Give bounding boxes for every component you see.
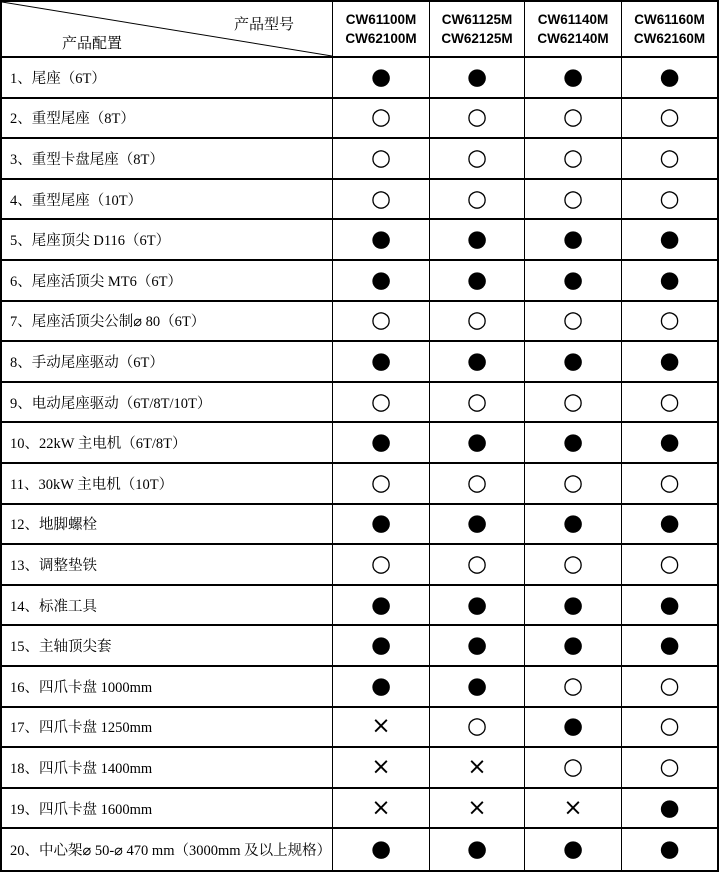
- corner-label-product-configuration: 产品配置: [62, 36, 123, 52]
- cell-symbol: ○: [622, 383, 717, 424]
- cell-symbol: ●: [430, 261, 525, 302]
- cell-symbol: ○: [622, 748, 717, 789]
- row-label: 13、调整垫铁: [2, 545, 333, 586]
- row-label: 8、手动尾座驱动（6T）: [2, 342, 333, 383]
- row-label: 3、重型卡盘尾座（8T）: [2, 139, 333, 180]
- cell-symbol: ●: [622, 220, 717, 261]
- row-label: 1、尾座（6T）: [2, 58, 333, 99]
- cell-symbol: ×: [430, 789, 525, 830]
- row-label: 12、地脚螺栓: [2, 505, 333, 546]
- cell-symbol: ●: [430, 667, 525, 708]
- cell-symbol: ×: [333, 748, 430, 789]
- corner-label-product-model: 产品型号: [233, 17, 294, 33]
- cell-symbol: ○: [622, 302, 717, 343]
- cell-symbol: ●: [525, 505, 622, 546]
- cell-symbol: ●: [333, 423, 430, 464]
- cell-symbol: ●: [622, 261, 717, 302]
- cell-symbol: ○: [430, 464, 525, 505]
- row-label: 20、中心架⌀ 50-⌀ 470 mm（3000mm 及以上规格）: [2, 829, 333, 870]
- cell-symbol: ○: [525, 180, 622, 221]
- cell-symbol: ○: [333, 302, 430, 343]
- cell-symbol: ●: [430, 626, 525, 667]
- column-header-model-4: [622, 2, 717, 58]
- cell-symbol: ●: [333, 586, 430, 627]
- cell-symbol: ●: [333, 667, 430, 708]
- cell-symbol: ○: [333, 464, 430, 505]
- cell-symbol: ○: [525, 302, 622, 343]
- cell-symbol: ○: [525, 667, 622, 708]
- model-name: CW61125M: [441, 12, 513, 27]
- cell-symbol: ○: [333, 139, 430, 180]
- cell-symbol: ●: [622, 586, 717, 627]
- row-label: 11、30kW 主电机（10T）: [2, 464, 333, 505]
- row-label: 16、四爪卡盘 1000mm: [2, 667, 333, 708]
- cell-symbol: ○: [430, 545, 525, 586]
- cell-symbol: ○: [430, 180, 525, 221]
- cell-symbol: ○: [333, 180, 430, 221]
- cell-symbol: ○: [333, 99, 430, 140]
- row-label: 15、主轴顶尖套: [2, 626, 333, 667]
- cell-symbol: ●: [622, 626, 717, 667]
- cell-symbol: ●: [622, 505, 717, 546]
- cell-symbol: ○: [430, 302, 525, 343]
- column-header-model-3: [525, 2, 622, 58]
- cell-symbol: ○: [622, 545, 717, 586]
- cell-symbol: ○: [525, 464, 622, 505]
- cell-symbol: ○: [622, 708, 717, 749]
- cell-symbol: ●: [430, 342, 525, 383]
- cell-symbol: ●: [622, 58, 717, 99]
- row-label: 5、尾座顶尖 D116（6T）: [2, 220, 333, 261]
- corner-header-cell: [2, 2, 333, 58]
- cell-symbol: ○: [430, 383, 525, 424]
- row-label: 17、四爪卡盘 1250mm: [2, 708, 333, 749]
- row-label: 7、尾座活顶尖公制⌀ 80（6T）: [2, 302, 333, 343]
- cell-symbol: ○: [525, 383, 622, 424]
- cell-symbol: ●: [525, 586, 622, 627]
- column-header-model-1: [333, 2, 430, 58]
- cell-symbol: ●: [525, 423, 622, 464]
- row-label: 18、四爪卡盘 1400mm: [2, 748, 333, 789]
- cell-symbol: ●: [430, 586, 525, 627]
- cell-symbol: ●: [333, 220, 430, 261]
- cell-symbol: ×: [333, 708, 430, 749]
- cell-symbol: ○: [430, 139, 525, 180]
- cell-symbol: ○: [525, 99, 622, 140]
- column-header-model-2: [430, 2, 525, 58]
- cell-symbol: ○: [525, 748, 622, 789]
- cell-symbol: ●: [525, 626, 622, 667]
- cell-symbol: ●: [333, 342, 430, 383]
- cell-symbol: ●: [333, 626, 430, 667]
- cell-symbol: ●: [525, 58, 622, 99]
- cell-symbol: ●: [622, 423, 717, 464]
- cell-symbol: ○: [622, 180, 717, 221]
- cell-symbol: ●: [525, 261, 622, 302]
- row-label: 10、22kW 主电机（6T/8T）: [2, 423, 333, 464]
- model-name: CW62140M: [537, 31, 609, 46]
- cell-symbol: ○: [430, 708, 525, 749]
- model-name: CW61160M: [634, 12, 705, 27]
- row-label: 6、尾座活顶尖 MT6（6T）: [2, 261, 333, 302]
- row-label: 4、重型尾座（10T）: [2, 180, 333, 221]
- cell-symbol: ●: [430, 829, 525, 870]
- row-label: 2、重型尾座（8T）: [2, 99, 333, 140]
- cell-symbol: ○: [525, 545, 622, 586]
- cell-symbol: ●: [333, 829, 430, 870]
- cell-symbol: ●: [333, 505, 430, 546]
- row-label: 14、标准工具: [2, 586, 333, 627]
- cell-symbol: ×: [430, 748, 525, 789]
- row-label: 9、电动尾座驱动（6T/8T/10T）: [2, 383, 333, 424]
- cell-symbol: ●: [333, 261, 430, 302]
- cell-symbol: ●: [525, 342, 622, 383]
- cell-symbol: ○: [525, 139, 622, 180]
- cell-symbol: ●: [430, 505, 525, 546]
- cell-symbol: ●: [430, 58, 525, 99]
- cell-symbol: ○: [333, 545, 430, 586]
- cell-symbol: ○: [622, 667, 717, 708]
- cell-symbol: ●: [622, 789, 717, 830]
- cell-symbol: ×: [333, 789, 430, 830]
- cell-symbol: ●: [430, 423, 525, 464]
- cell-symbol: ×: [525, 789, 622, 830]
- cell-symbol: ●: [525, 829, 622, 870]
- model-name: CW62160M: [633, 31, 706, 46]
- model-name: CW62125M: [441, 31, 513, 46]
- cell-symbol: ○: [622, 464, 717, 505]
- row-label: 19、四爪卡盘 1600mm: [2, 789, 333, 830]
- cell-symbol: ●: [430, 220, 525, 261]
- cell-symbol: ●: [525, 708, 622, 749]
- cell-symbol: ●: [622, 342, 717, 383]
- model-name: CW62100M: [345, 31, 417, 46]
- model-name: CW61100M: [345, 12, 417, 27]
- cell-symbol: ○: [622, 139, 717, 180]
- model-name: CW61140M: [537, 12, 609, 27]
- cell-symbol: ●: [333, 58, 430, 99]
- cell-symbol: ●: [525, 220, 622, 261]
- cell-symbol: ○: [333, 383, 430, 424]
- cell-symbol: ○: [622, 99, 717, 140]
- cell-symbol: ○: [430, 99, 525, 140]
- cell-symbol: ●: [659, 836, 680, 863]
